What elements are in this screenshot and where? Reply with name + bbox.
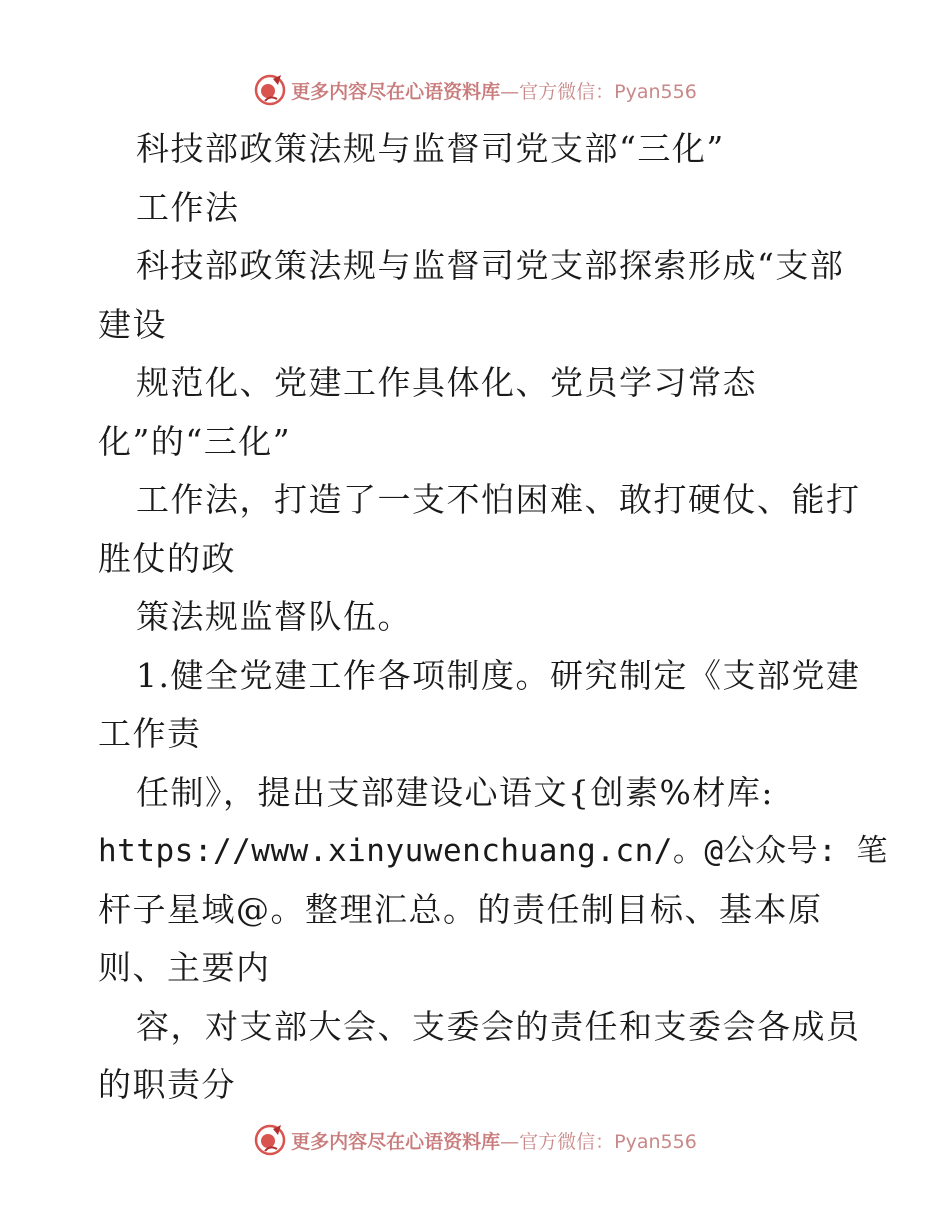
text-line: 建设 xyxy=(98,304,167,344)
text-line: 工作责 xyxy=(98,714,202,753)
text-line: 科技部政策法规与监督司党支部探索形成“支部 xyxy=(136,246,845,285)
footer-watermark-text: 更多内容尽在心语资料库—官方微信：Pyan556 xyxy=(291,1130,697,1153)
header-watermark-text: 更多内容尽在心语资料库—官方微信：Pyan556 xyxy=(291,80,697,103)
text-line: 化”的“三化” xyxy=(98,421,292,461)
text-line: 规范化、党建工作具体化、党员学习常态 xyxy=(136,363,757,402)
document-body xyxy=(98,120,888,1115)
text-line: 容，对支部大会、支委会的责任和支委会各成员 xyxy=(136,1006,861,1046)
text-line: 杆子星域@。整理汇总。的责任制目标、基本原 xyxy=(98,889,823,929)
text-line: 工作法 xyxy=(136,187,240,227)
text-line: 策法规监督队伍。 xyxy=(136,597,412,636)
text-line: 1.健全党建工作各项制度。研究制定《支部党建 xyxy=(136,655,861,695)
header-watermark xyxy=(0,70,950,110)
text-line: 胜仗的政 xyxy=(98,538,236,578)
text-line: 任制》，提出支部建设心语文{创素%材库: xyxy=(136,772,774,812)
brand-logo-icon xyxy=(253,1123,287,1157)
text-line: 工作法，打造了一支不怕困难、敢打硬仗、能打 xyxy=(136,480,861,519)
brand-logo-icon xyxy=(253,73,287,107)
text-line: 科技部政策法规与监督司党支部“三化” xyxy=(136,129,725,168)
text-line: 则、主要内 xyxy=(98,948,271,987)
text-line: 的职责分 xyxy=(98,1065,236,1104)
text-line: https://www.xinyuwenchuang.cn/。@公众号: 笔 xyxy=(98,833,888,869)
footer-watermark xyxy=(0,1120,950,1160)
